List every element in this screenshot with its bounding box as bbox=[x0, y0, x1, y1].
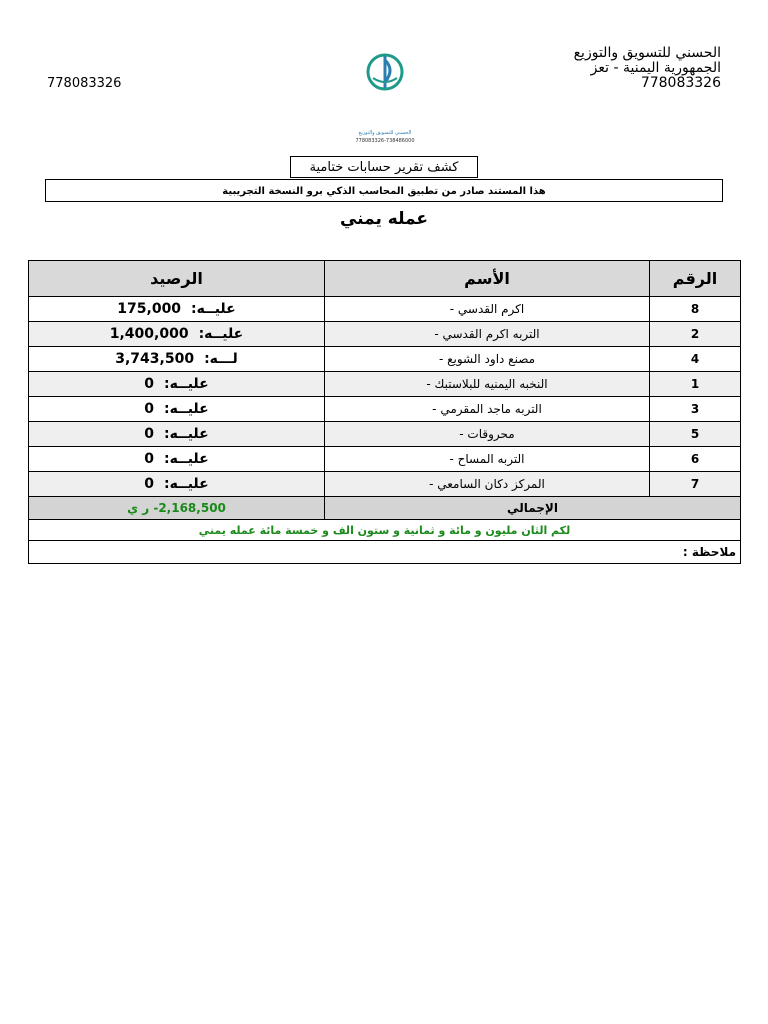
balance-amount: 175,000 bbox=[117, 301, 182, 317]
balance-type: عليــه: bbox=[164, 426, 209, 442]
table-header-row bbox=[29, 261, 741, 297]
logo-text: الحسني للتسويق والتوزيع bbox=[358, 130, 412, 136]
company-info bbox=[481, 46, 721, 91]
total-words-row bbox=[29, 520, 741, 541]
balance-type: لـــه: bbox=[204, 351, 238, 367]
report-notice: هذا المستند صادر من تطبيق المحاسب الذكي برو النسخة التجريبية bbox=[45, 179, 723, 202]
row-balance bbox=[29, 297, 325, 322]
row-name: اكرم القدسي - bbox=[325, 297, 650, 322]
left-phone: 778083326 bbox=[47, 76, 122, 91]
company-name: الحسني للتسويق والتوزيع bbox=[573, 45, 721, 61]
table-row bbox=[29, 322, 741, 347]
header-number: الرقم bbox=[650, 261, 741, 297]
table-row bbox=[29, 422, 741, 447]
total-words: لكم الثان مليون و مائة و ثمانية و ستون الف و خمسة مائة عمله يمني bbox=[29, 520, 741, 541]
table-row bbox=[29, 297, 741, 322]
total-row bbox=[29, 497, 741, 520]
row-balance bbox=[29, 422, 325, 447]
row-name: التربه ماجد المقرمي - bbox=[325, 397, 650, 422]
company-logo bbox=[330, 44, 440, 144]
row-name: النخبه اليمنيه للبلاستبك - bbox=[325, 372, 650, 397]
balance-type: عليــه: bbox=[164, 476, 209, 492]
balance-amount: 0 bbox=[144, 376, 155, 392]
balance-type: عليــه: bbox=[191, 301, 236, 317]
row-number: 3 bbox=[650, 397, 741, 422]
balance-amount: 0 bbox=[144, 401, 155, 417]
row-number: 7 bbox=[650, 472, 741, 497]
table-row bbox=[29, 347, 741, 372]
row-balance bbox=[29, 322, 325, 347]
header-balance: الرصيد bbox=[29, 261, 325, 297]
table-row bbox=[29, 472, 741, 497]
balance-amount: 0 bbox=[144, 451, 155, 467]
balance-type: عليــه: bbox=[164, 451, 209, 467]
balance-amount: 1,400,000 bbox=[109, 326, 189, 342]
table-row bbox=[29, 397, 741, 422]
balance-type: عليــه: bbox=[164, 401, 209, 417]
row-name: التربه اكرم القدسي - bbox=[325, 322, 650, 347]
row-number: 6 bbox=[650, 447, 741, 472]
balance-type: عليــه: bbox=[198, 326, 244, 342]
row-name: التربه المساح - bbox=[325, 447, 650, 472]
total-label: الإجمالي bbox=[325, 497, 741, 520]
logo-icon bbox=[365, 52, 405, 92]
company-phone: 778083326 bbox=[640, 75, 721, 91]
row-balance bbox=[29, 472, 325, 497]
balance-type: عليــه: bbox=[164, 376, 209, 392]
balance-amount: 3,743,500 bbox=[115, 351, 195, 367]
balance-amount: 0 bbox=[144, 426, 155, 442]
table-row bbox=[29, 372, 741, 397]
accounts-table bbox=[28, 260, 741, 564]
row-name: مصنع داود الشويع - bbox=[325, 347, 650, 372]
row-balance bbox=[29, 347, 325, 372]
row-name: محروقات - bbox=[325, 422, 650, 447]
note-label: ملاحظة : bbox=[29, 541, 741, 564]
logo-phones: 778083326-738486000 bbox=[355, 138, 415, 144]
row-number: 4 bbox=[650, 347, 741, 372]
company-address: الجمهورية اليمنية - تعز bbox=[590, 60, 721, 76]
note-row bbox=[29, 541, 741, 564]
report-title: كشف تقرير حسابات ختامية bbox=[290, 156, 478, 178]
row-balance bbox=[29, 447, 325, 472]
row-number: 5 bbox=[650, 422, 741, 447]
row-balance bbox=[29, 372, 325, 397]
row-number: 1 bbox=[650, 372, 741, 397]
row-balance bbox=[29, 397, 325, 422]
row-number: 2 bbox=[650, 322, 741, 347]
header-name: الأسم bbox=[325, 261, 650, 297]
total-value: 2,168,500- ر ي bbox=[29, 497, 325, 520]
currency-label: عمله يمني bbox=[339, 209, 429, 229]
table-row bbox=[29, 447, 741, 472]
balance-amount: 0 bbox=[144, 476, 155, 492]
row-number: 8 bbox=[650, 297, 741, 322]
row-name: المركز دكان السامعي - bbox=[325, 472, 650, 497]
